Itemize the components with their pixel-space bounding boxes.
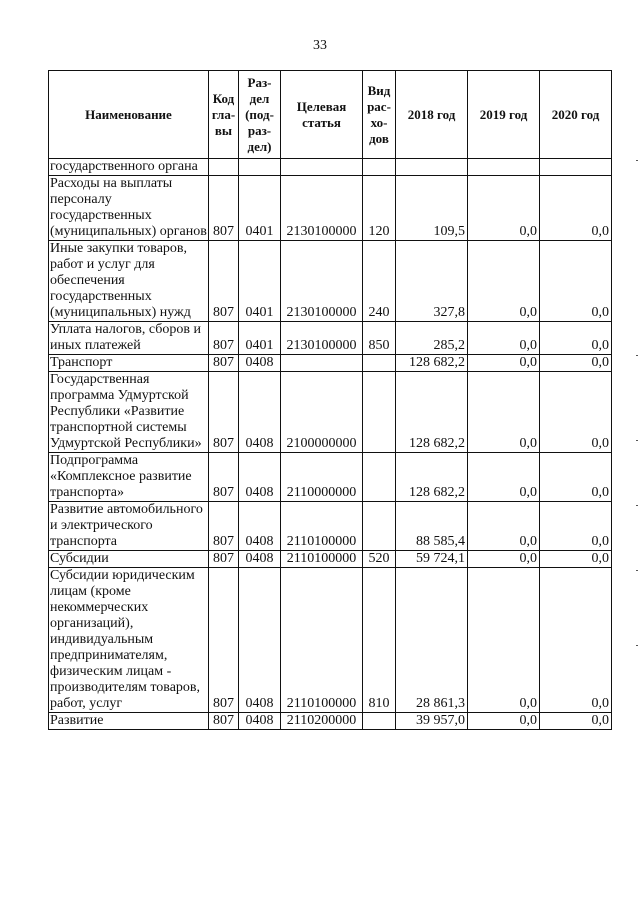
header-row [49, 71, 612, 159]
cell-type: 850 [363, 322, 396, 355]
cell-type: 240 [363, 241, 396, 322]
cell-section: 0408 [239, 453, 281, 502]
cell-section: 0401 [239, 176, 281, 241]
cell-type [363, 713, 396, 730]
cell-chapter: 807 [209, 453, 239, 502]
cell-y2018: 39 957,0 [396, 713, 468, 730]
cell-y2020: 0,0 [540, 713, 612, 730]
cell-type [363, 453, 396, 502]
cell-y2020 [540, 159, 612, 176]
cell-target: 2110100000 [281, 502, 363, 551]
header-name: Наименование [49, 71, 209, 159]
header-2018: 2018 год [396, 71, 468, 159]
cell-target: 2110100000 [281, 551, 363, 568]
header-2019: 2019 год [468, 71, 540, 159]
cell-y2019: 0,0 [468, 322, 540, 355]
cell-section: 0408 [239, 502, 281, 551]
cell-y2020: 0,0 [540, 355, 612, 372]
header-target: Целевая статья [281, 71, 363, 159]
cell-y2019: 0,0 [468, 502, 540, 551]
cell-name: Развитие автомобильного и электрического транспорта [49, 502, 209, 551]
cell-type [363, 502, 396, 551]
cell-y2020: 0,0 [540, 453, 612, 502]
cell-y2019: 0,0 [468, 453, 540, 502]
table-row [49, 713, 612, 730]
cell-target: 2100000000 [281, 372, 363, 453]
cell-y2020: 0,0 [540, 551, 612, 568]
cell-name: государственного органа [49, 159, 209, 176]
table-row [49, 502, 612, 551]
cell-section: 0401 [239, 322, 281, 355]
cell-y2018: 59 724,1 [396, 551, 468, 568]
cell-target: 2110200000 [281, 713, 363, 730]
table-body [49, 159, 612, 730]
table-row [49, 568, 612, 713]
cell-target: 2130100000 [281, 241, 363, 322]
cell-chapter: 807 [209, 372, 239, 453]
cell-y2018: 28 861,3 [396, 568, 468, 713]
cell-section: 0408 [239, 713, 281, 730]
cell-section: 0408 [239, 372, 281, 453]
cell-chapter: 807 [209, 176, 239, 241]
cell-target [281, 355, 363, 372]
cell-target: 2110000000 [281, 453, 363, 502]
cell-y2018: 128 682,2 [396, 372, 468, 453]
cell-chapter: 807 [209, 355, 239, 372]
cell-target: 2130100000 [281, 176, 363, 241]
cell-name: Государственная программа Удмуртской Республики «Развитие транспортной системы Удмуртской Республики» [49, 372, 209, 453]
table-row [49, 159, 612, 176]
cell-y2019: 0,0 [468, 568, 540, 713]
cell-target: 2110100000 [281, 568, 363, 713]
cell-type: 520 [363, 551, 396, 568]
cell-y2018: 128 682,2 [396, 453, 468, 502]
cell-y2019: 0,0 [468, 176, 540, 241]
header-chapter: Код гла-вы [209, 71, 239, 159]
cell-chapter: 807 [209, 241, 239, 322]
page-number: 33 [313, 38, 327, 53]
cell-y2018: 109,5 [396, 176, 468, 241]
cell-y2019: 0,0 [468, 713, 540, 730]
cell-section: 0408 [239, 568, 281, 713]
cell-type [363, 355, 396, 372]
table-row [49, 241, 612, 322]
cell-name: Развитие [49, 713, 209, 730]
cell-chapter [209, 159, 239, 176]
cell-name: Субсидии [49, 551, 209, 568]
cell-y2019: 0,0 [468, 241, 540, 322]
cell-y2019: 0,0 [468, 551, 540, 568]
table-row [49, 372, 612, 453]
cell-section: 0408 [239, 551, 281, 568]
cell-type [363, 372, 396, 453]
cell-y2019: 0,0 [468, 355, 540, 372]
cell-name: Субсидии юридическим лицам (кроме некоммерческих организаций), индивидуальным предпринимателям, физическим лицам - производителям товаров, работ, услуг [49, 568, 209, 713]
cell-chapter: 807 [209, 568, 239, 713]
cell-chapter: 807 [209, 322, 239, 355]
cell-type: 120 [363, 176, 396, 241]
header-type: Вид рас-хо-дов [363, 71, 396, 159]
cell-chapter: 807 [209, 713, 239, 730]
cell-y2020: 0,0 [540, 502, 612, 551]
cell-type [363, 159, 396, 176]
cell-target [281, 159, 363, 176]
cell-name: Иные закупки товаров, работ и услуг для обеспечения государственных (муниципальных) нужд [49, 241, 209, 322]
cell-name: Подпрограмма «Комплексное развитие транспорта» [49, 453, 209, 502]
budget-table [48, 70, 612, 730]
scan-edge-marks [634, 0, 640, 905]
table-row [49, 355, 612, 372]
cell-y2020: 0,0 [540, 176, 612, 241]
cell-y2018: 327,8 [396, 241, 468, 322]
cell-y2018: 88 585,4 [396, 502, 468, 551]
cell-y2020: 0,0 [540, 372, 612, 453]
cell-y2019 [468, 159, 540, 176]
table-row [49, 322, 612, 355]
cell-section: 0408 [239, 355, 281, 372]
cell-chapter: 807 [209, 551, 239, 568]
cell-section [239, 159, 281, 176]
cell-y2018: 128 682,2 [396, 355, 468, 372]
header-2020: 2020 год [540, 71, 612, 159]
cell-y2020: 0,0 [540, 568, 612, 713]
cell-y2020: 0,0 [540, 322, 612, 355]
cell-target: 2130100000 [281, 322, 363, 355]
cell-type: 810 [363, 568, 396, 713]
cell-name: Уплата налогов, сборов и иных платежей [49, 322, 209, 355]
header-section: Раз-дел (под-раз-дел) [239, 71, 281, 159]
table-row [49, 551, 612, 568]
cell-name: Транспорт [49, 355, 209, 372]
table-row [49, 453, 612, 502]
cell-y2019: 0,0 [468, 372, 540, 453]
cell-name: Расходы на выплаты персоналу государственных (муниципальных) органов [50, 176, 207, 239]
cell-chapter: 807 [209, 502, 239, 551]
cell-y2018 [396, 159, 468, 176]
cell-section: 0401 [239, 241, 281, 322]
cell-y2020: 0,0 [540, 241, 612, 322]
cell-y2018: 285,2 [396, 322, 468, 355]
table-row [49, 176, 612, 241]
